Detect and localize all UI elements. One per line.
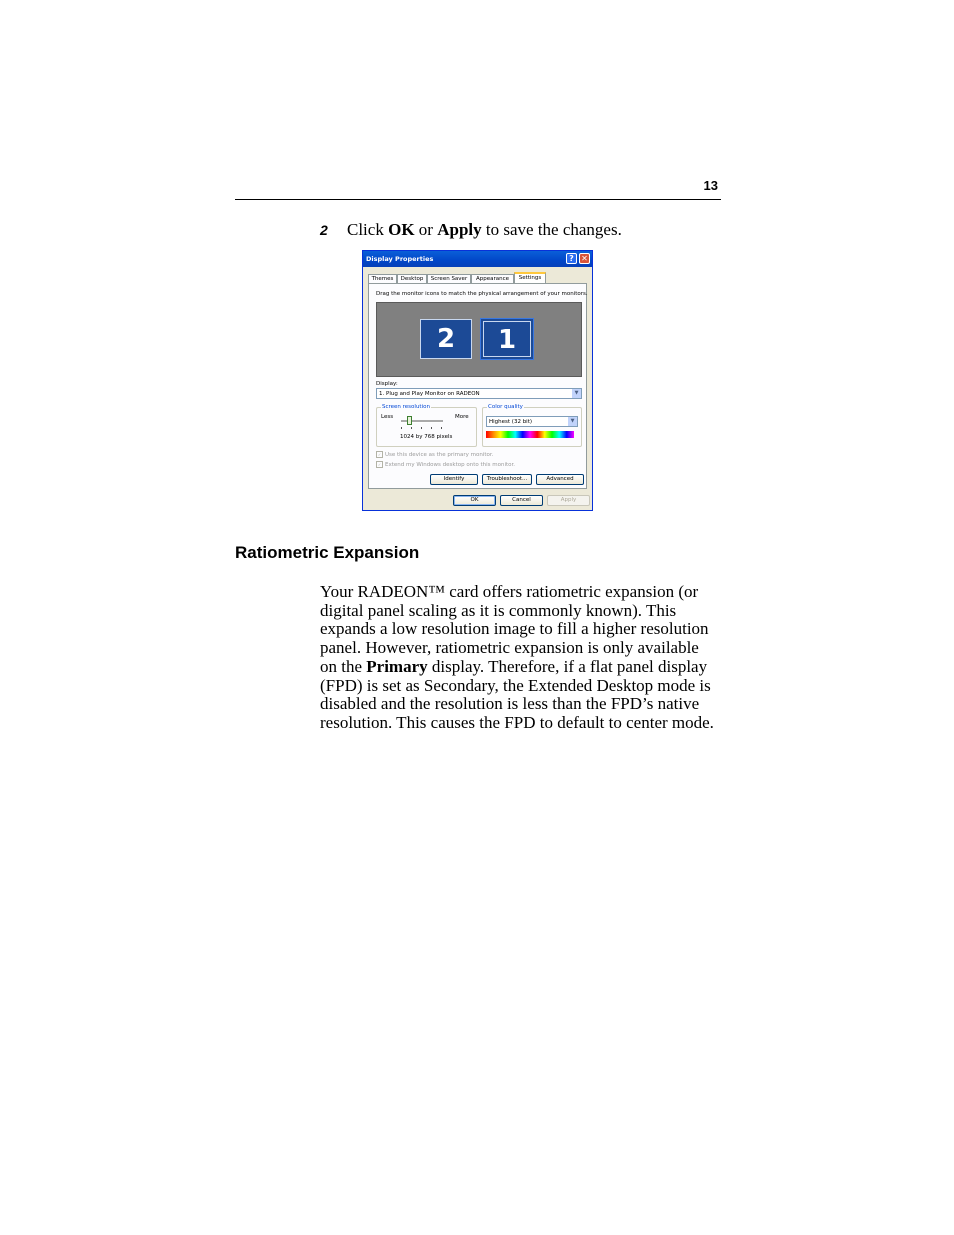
- less-label: Less: [381, 414, 394, 420]
- close-icon[interactable]: ✕: [579, 253, 590, 264]
- display-select[interactable]: [376, 388, 582, 399]
- tab-themes[interactable]: Themes: [368, 274, 397, 284]
- monitor-1-icon[interactable]: 1: [481, 319, 533, 359]
- monitor-arrangement-area: [376, 302, 582, 377]
- primary-monitor-label: Use this device as the primary monitor.: [385, 452, 494, 458]
- cancel-button[interactable]: Cancel: [500, 495, 543, 506]
- more-label: More: [455, 414, 469, 420]
- tab-settings[interactable]: Settings: [514, 272, 546, 285]
- chevron-down-icon: ▼: [568, 417, 577, 426]
- primary-term: Primary: [366, 656, 428, 676]
- color-quality-label: Color quality: [488, 404, 523, 410]
- color-quality-value: Highest (32 bit): [489, 419, 533, 425]
- step-ok-term: OK: [388, 220, 415, 239]
- resolution-value: 1024 by 768 pixels: [400, 434, 453, 440]
- checkbox-icon: ✓: [377, 452, 382, 457]
- dialog-titlebar: [363, 251, 592, 267]
- settings-panel: [368, 283, 587, 489]
- step-instruction: [320, 219, 622, 241]
- step-apply-term: Apply: [437, 220, 482, 239]
- identify-button[interactable]: Identify: [430, 474, 478, 485]
- chevron-down-icon: ▼: [572, 389, 581, 398]
- primary-monitor-checkbox[interactable]: [376, 451, 493, 458]
- troubleshoot-button[interactable]: Troubleshoot...: [482, 474, 532, 485]
- extend-desktop-label: Extend my Windows desktop onto this monitor.: [385, 462, 516, 468]
- ok-button[interactable]: OK: [453, 495, 496, 506]
- screen-resolution-group: [376, 404, 477, 447]
- extend-desktop-checkbox[interactable]: [376, 461, 515, 468]
- advanced-button[interactable]: Advanced: [536, 474, 584, 485]
- section-heading: Ratiometric Expansion: [235, 543, 420, 562]
- step-text-before: Click: [347, 220, 389, 239]
- help-icon[interactable]: ?: [566, 253, 577, 264]
- step-text-middle: or: [414, 220, 438, 239]
- display-properties-dialog: [362, 250, 593, 511]
- tab-desktop[interactable]: Desktop: [397, 274, 427, 284]
- color-quality-select[interactable]: [486, 416, 578, 427]
- resolution-slider-thumb[interactable]: [407, 416, 412, 425]
- body-paragraph: [320, 583, 720, 733]
- monitor-instruction: Drag the monitor icons to match the physical arrangement of your monitors.: [376, 291, 588, 297]
- tab-screen-saver[interactable]: Screen Saver: [427, 274, 471, 284]
- display-label: Display:: [376, 381, 398, 387]
- header-rule: [235, 199, 721, 200]
- screen-resolution-label: Screen resolution: [382, 404, 430, 410]
- slider-ticks: [401, 427, 443, 429]
- paragraph-text-1: Your RADEON™ card offers ratiometric expansion (or digital panel scaling as it is commonly known). This expands a low resolution image to fill a higher resolution panel. However, ratiometric expansion is only available on the: [320, 582, 709, 676]
- color-quality-group: [482, 404, 582, 447]
- page-number: 13: [703, 178, 718, 193]
- monitor-2-icon[interactable]: 2: [420, 319, 472, 359]
- apply-button: Apply: [547, 495, 590, 506]
- display-select-value: 1. Plug and Play Monitor on RADEON: [379, 391, 480, 397]
- step-text-after: to save the changes.: [481, 220, 622, 239]
- paragraph-text-2: display. Therefore, if a flat panel display (FPD) is set as Secondary, the Extended Desktop mode is disabled and the resolution is less than the FPD’s native resolution. This causes the FPD to default to center mode.: [320, 656, 714, 732]
- checkbox-icon: ✓: [377, 462, 382, 467]
- dialog-title: Display Properties: [366, 255, 434, 263]
- color-spectrum-bar: [486, 431, 574, 438]
- tab-appearance[interactable]: Appearance: [471, 274, 514, 284]
- step-number: 2: [320, 222, 328, 238]
